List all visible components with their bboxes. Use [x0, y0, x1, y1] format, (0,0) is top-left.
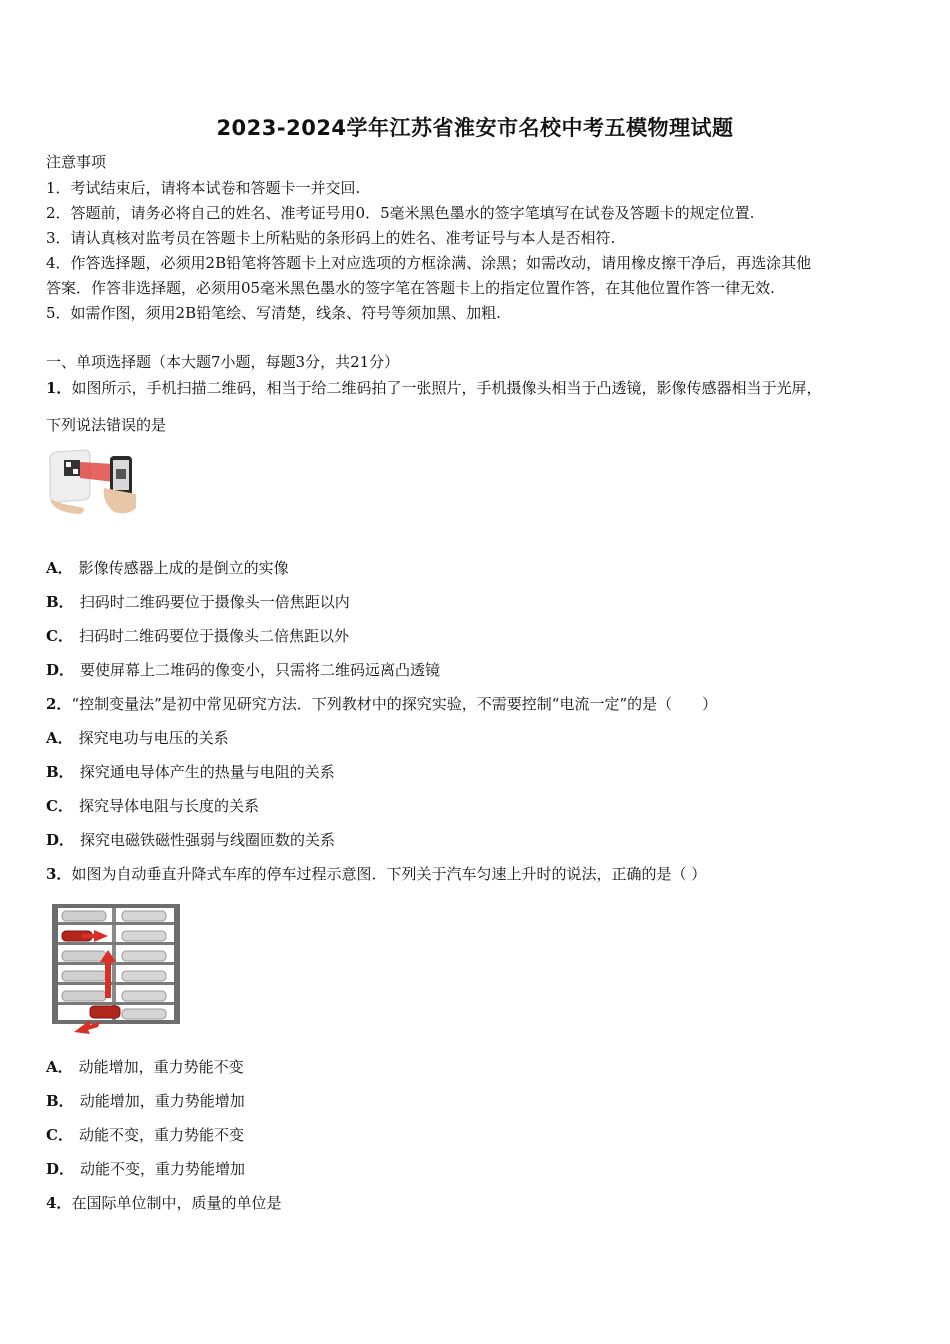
option-key: A．	[46, 729, 73, 747]
option-text: 探究导体电阻与长度的关系	[78, 797, 259, 815]
q2-option-a[interactable]	[46, 727, 229, 748]
question-number: 1．	[46, 379, 72, 397]
q1-option-b[interactable]	[46, 591, 350, 612]
notice-item-3: 3．请认真核对监考员在答题卡上所粘贴的条形码上的姓名、准考证号与本人是否相符.	[46, 229, 616, 247]
section-heading: 一、单项选择题（本大题7小题，每题3分，共21分）	[46, 353, 400, 371]
option-key: A．	[46, 1058, 73, 1076]
question-number: 3．	[46, 865, 72, 883]
option-text: 探究电功与电压的关系	[78, 729, 229, 747]
notice-heading: 注意事项	[46, 153, 107, 171]
q1-option-c[interactable]	[46, 625, 349, 646]
question-text: 如图所示，手机扫描二维码，相当于给二维码拍了一张照片，手机摄像头相当于凸透镜，影像传感器相当于光屏，	[71, 379, 822, 397]
question-text: 如图为自动垂直升降式车库的停车过程示意图．下列关于汽车匀速上升时的说法，正确的是（ ）	[71, 865, 707, 883]
option-key: B．	[46, 593, 74, 611]
notice-item-5: 5．如需作图，须用2B铅笔绘、写清楚，线条、符号等须加黑、加粗.	[46, 304, 501, 322]
option-text: 探究电磁铁磁性强弱与线圈匝数的关系	[80, 831, 336, 849]
question-4	[46, 1192, 281, 1213]
option-text: 动能不变，重力势能增加	[80, 1160, 246, 1178]
question-number: 2．	[46, 695, 72, 713]
question-1	[46, 377, 821, 398]
q3-option-b[interactable]	[46, 1090, 245, 1111]
q2-option-d[interactable]	[46, 829, 335, 850]
q1-option-a[interactable]	[46, 557, 289, 578]
option-key: A．	[46, 559, 73, 577]
option-key: C．	[46, 1126, 73, 1144]
option-key: D．	[46, 831, 75, 849]
question-1-cont: 下列说法错误的是	[46, 416, 167, 434]
option-key: B．	[46, 1092, 74, 1110]
option-text: 动能增加，重力势能不变	[78, 1058, 244, 1076]
option-text: 动能不变，重力势能不变	[78, 1126, 244, 1144]
question-text: 在国际单位制中，质量的单位是	[71, 1194, 282, 1212]
page-title: 2023-2024学年江苏省淮安市名校中考五模物理试题	[216, 116, 734, 140]
question-text: “控制变量法”是初中常见研究方法．下列教材中的探究实验，不需要控制“电流一定”的是（ ）	[71, 695, 718, 713]
q2-option-b[interactable]	[46, 761, 335, 782]
option-text: 要使屏幕上二堆码的像变小，只需将二维码远离凸透镜	[80, 661, 441, 679]
notice-item-2: 2．答题前，请务必将自己的姓名、准考证号用0．5毫米黑色墨水的签字笔填写在试卷及答题卡的规定位置.	[46, 204, 755, 222]
qr-scan-figure	[44, 442, 144, 520]
q3-option-c[interactable]	[46, 1124, 244, 1145]
q3-option-d[interactable]	[46, 1158, 245, 1179]
q1-option-d[interactable]	[46, 659, 440, 680]
question-number: 4．	[46, 1194, 72, 1212]
option-key: C．	[46, 627, 73, 645]
option-text: 动能增加，重力势能增加	[79, 1092, 245, 1110]
parking-garage-figure	[46, 894, 186, 1036]
option-text: 扫码时二维码要位于摄像头二倍焦距以外	[78, 627, 349, 645]
notice-item-4: 4．作答选择题，必须用2B铅笔将答题卡上对应选项的方框涂满、涂黑；如需改动，请用橡皮擦干净后，再选涂其他	[46, 254, 812, 272]
option-text: 探究通电导体产生的热量与电阻的关系	[79, 763, 335, 781]
notice-item-1: 1．考试结束后，请将本试卷和答题卡一并交回.	[46, 179, 361, 197]
question-2	[46, 693, 717, 714]
option-text: 扫码时二维码要位于摄像头一倍焦距以内	[79, 593, 350, 611]
q2-option-c[interactable]	[46, 795, 259, 816]
option-key: D．	[46, 661, 75, 679]
option-text: 影像传感器上成的是倒立的实像	[78, 559, 289, 577]
q3-option-a[interactable]	[46, 1056, 244, 1077]
notice-item-4-cont: 答案．作答非选择题，必须用05毫米黑色墨水的签字笔在答题卡上的指定位置作答，在其他位置作答一律无效.	[46, 279, 775, 297]
question-3	[46, 863, 706, 884]
option-key: C．	[46, 797, 73, 815]
option-key: D．	[46, 1160, 75, 1178]
option-key: B．	[46, 763, 74, 781]
